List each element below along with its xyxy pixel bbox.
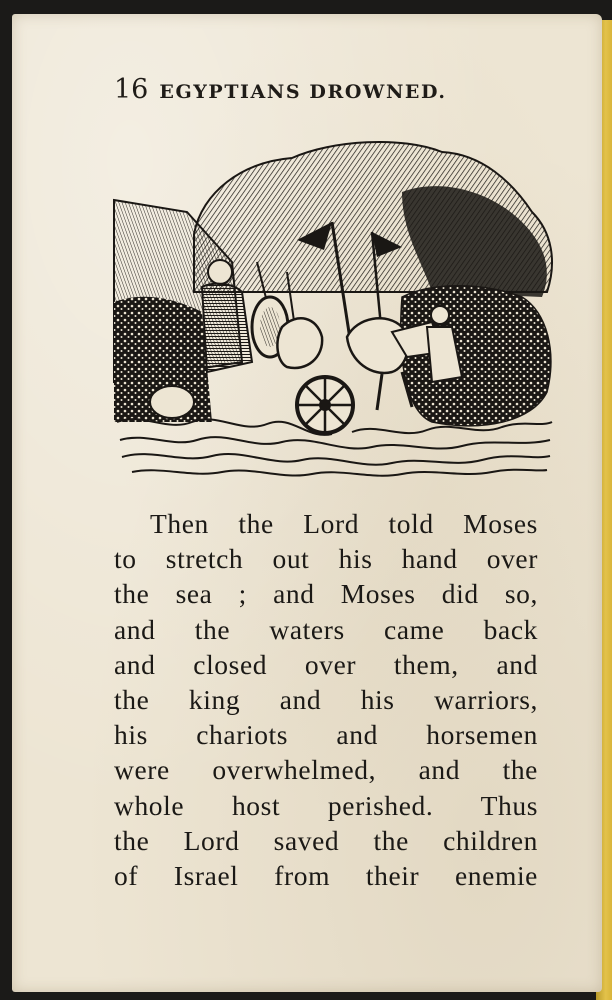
text-line: the sea ; and Moses did so, xyxy=(114,578,538,610)
text-line: his chariots and horsemen xyxy=(114,719,538,751)
running-header xyxy=(114,74,447,105)
book-page xyxy=(12,14,602,992)
text-line: the king and his warriors, xyxy=(114,684,538,716)
chariot-wheel-shape xyxy=(297,377,353,433)
text-line: and closed over them, and xyxy=(114,648,538,680)
text-line: the Lord saved the children xyxy=(114,824,538,856)
crowd-waves-right-shape xyxy=(401,286,551,426)
page-number: 16 xyxy=(114,74,149,105)
text-line: and the waters came back xyxy=(114,613,538,645)
horse-shape xyxy=(277,318,322,368)
text-line: whole host perished. Thus xyxy=(114,789,538,821)
woodcut-illustration xyxy=(102,122,562,482)
chapter-title: EGYPTIANS DROWNED. xyxy=(159,81,447,103)
story-text xyxy=(114,506,538,893)
text-line: to stretch out his hand over xyxy=(114,543,538,575)
text-line: Then the Lord told Moses xyxy=(150,508,538,539)
text-line: of Israel from their enemie xyxy=(114,860,538,892)
horse-shape xyxy=(347,318,408,373)
text-line: were overwhelmed, and the xyxy=(114,754,538,786)
